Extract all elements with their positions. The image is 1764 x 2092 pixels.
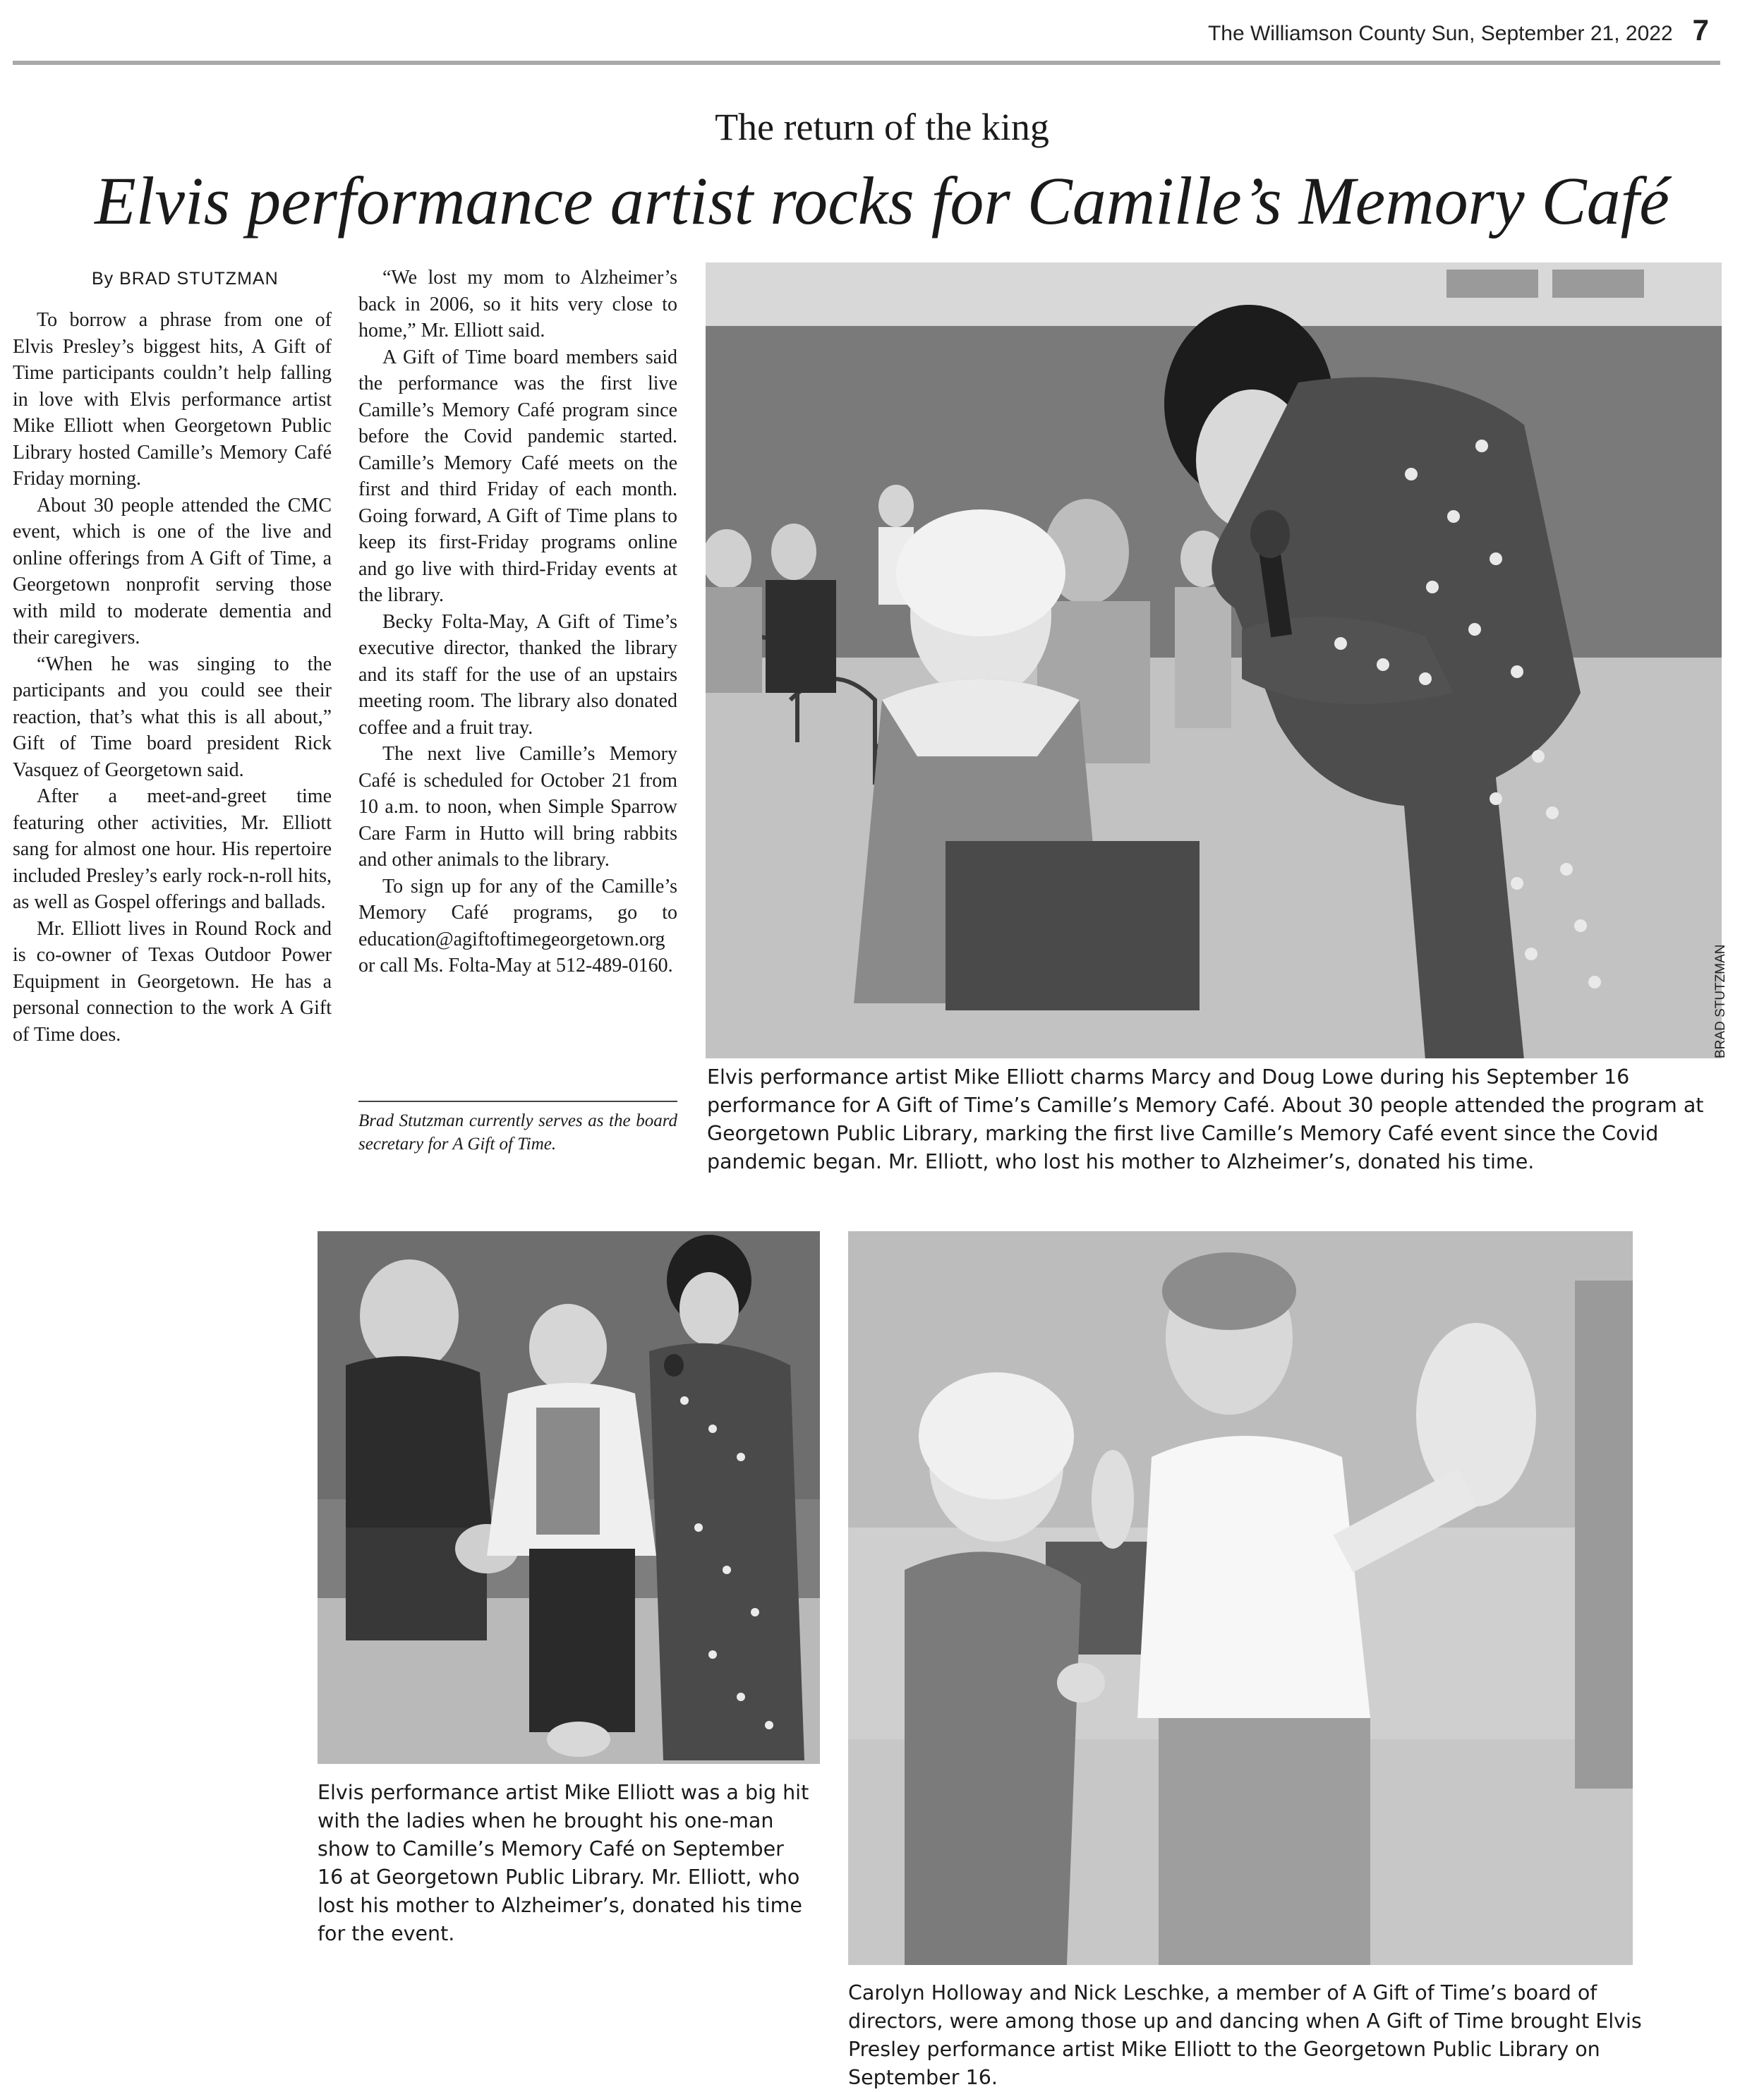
main-photo <box>706 262 1722 1058</box>
headline: Elvis performance artist rocks for Camille’s Memory Café <box>95 163 1669 238</box>
paragraph: Mr. Elliott lives in Round Rock and is co-owner of Texas Outdoor Power Equipment in Georgetown. He has a personal connection to the work A Gift of Time does. <box>13 917 332 1046</box>
right-photo-illustration <box>848 1231 1633 1965</box>
paragraph: A Gift of Time board members said the performance was the first live Camille’s Memory Café program since before the Covid pandemic started. Camille’s Memory Café meets on the first and third Friday of each month. Going forward, A Gift of Time plans to keep its first-Friday programs online and go live with third-Friday events at the library. <box>358 346 677 606</box>
paragraph: Becky Folta-May, A Gift of Time’s executive director, thanked the library and its staff for the use of an upstairs meeting room. The library also donated coffee and a fruit tray. <box>358 610 677 739</box>
paragraph: The next live Camille’s Memory Café is scheduled for October 21 from 10 a.m. to noon, when Simple Sparrow Care Farm in Hutto will bring rabbits and other animals to the library. <box>358 743 677 871</box>
main-photo-caption: Elvis performance artist Mike Elliott charms Marcy and Doug Lowe during his September 16 performance for A Gift of Time’s Camille’s Memory Café. About 30 people attended the program at Georgetown Public Library, marking the first live Camille’s Memory Café event since the Covid pandemic began. Mr. Elliott, who lost his mother to Alzheimer’s, donated his time. <box>707 1065 1704 1173</box>
headline-kicker: The return of the king <box>715 106 1049 148</box>
left-photo-illustration <box>318 1231 820 1764</box>
article-column-1 <box>13 307 332 1189</box>
right-photo <box>848 1231 1633 1965</box>
main-photo-illustration <box>706 262 1722 1058</box>
author-note: Brad Stutzman currently serves as the board secretary for A Gift of Time. <box>358 1111 677 1154</box>
byline: By BRAD STUTZMAN <box>92 269 279 289</box>
paragraph: “We lost my mom to Alzheimer’s back in 2006, so it hits very close to home,” Mr. Elliott said. <box>358 267 677 341</box>
photo-credit-text: BRAD STUTZMAN <box>1713 944 1728 1058</box>
masthead-rule <box>13 61 1720 65</box>
publication-date-line: The Williamson County Sun, September 21, 2022 <box>1207 22 1673 45</box>
left-photo <box>318 1231 820 1764</box>
left-photo-caption: Elvis performance artist Mike Elliott was a big hit with the ladies when he brought his one-man show to Camille’s Memory Café on September 16 at Georgetown Public Library. Mr. Elliott, who lost his mother to Alzheimer’s, donated his time for the event. <box>318 1781 809 1945</box>
photo-credit <box>1708 938 1732 1058</box>
publication-info <box>721 13 1709 48</box>
page-number: 7 <box>1692 13 1709 47</box>
article-column-2 <box>358 265 677 1097</box>
paragraph: “When he was singing to the participants and you could see their reaction, that’s what this is all about,” Gift of Time board president Rick Vasquez of Georgetown said. <box>13 653 332 781</box>
right-photo-caption: Carolyn Holloway and Nick Leschke, a member of A Gift of Time’s board of directors, were among those up and dancing when A Gift of Time brought Elvis Presley performance artist Mike Elliott to the Georgetown Public Library on September 16. <box>848 1981 1642 2089</box>
paragraph: To borrow a phrase from one of Elvis Presley’s biggest hits, A Gift of Time participants couldn’t help falling in love with Elvis performance artist Mike Elliott when Georgetown Public Library hosted Camille’s Memory Café Friday morning. <box>13 309 332 490</box>
author-note-rule <box>358 1101 677 1102</box>
paragraph: To sign up for any of the Camille’s Memory Café programs, go to education@agiftoftimegeorgetown.org or call Ms. Folta-May at 512-489-0160. <box>358 875 677 977</box>
paragraph: About 30 people attended the CMC event, which is one of the live and online offerings from A Gift of Time, a Georgetown nonprofit serving those with mild to moderate dementia and their caregivers. <box>13 494 332 648</box>
paragraph: After a meet-and-greet time featuring other activities, Mr. Elliott sang for almost one hour. His repertoire included Presley’s early rock-n-roll hits, as well as Gospel offerings and ballads. <box>13 785 332 913</box>
masthead <box>0 0 1764 65</box>
